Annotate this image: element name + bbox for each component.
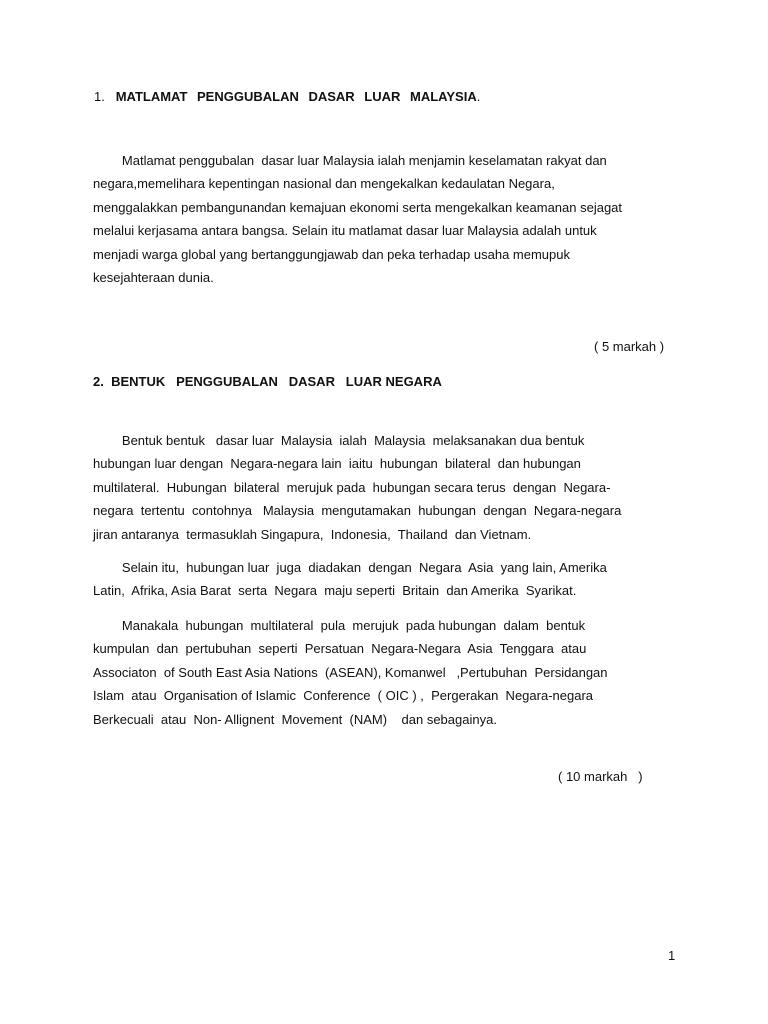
section-2-paragraph-3	[93, 614, 683, 731]
section-1-paragraph	[93, 149, 683, 289]
paragraph-line: menjadi warga global yang bertanggungjawab dan peka terhadap usaha memupuk	[93, 246, 571, 262]
section-2-heading	[93, 374, 442, 390]
paragraph-line: melalui kerjasama antara bangsa. Selain itu matlamat dasar luar Malaysia adalah untuk	[93, 223, 597, 239]
section-1-heading	[94, 89, 480, 105]
paragraph-line: Bentuk bentuk dasar luar Malaysia ialah Malaysia melaksanakan dua bentuk	[93, 433, 585, 448]
paragraph-line: jiran antaranya termasuklah Singapura, Indonesia, Thailand dan Vietnam.	[93, 526, 532, 542]
paragraph-line: menggalakkan pembangunandan kemajuan ekonomi serta mengekalkan keamanan sejagat	[93, 199, 623, 215]
paragraph-line: kumpulan dan pertubuhan seperti Persatuan Negara-Negara Asia Tenggara atau	[93, 641, 587, 657]
paragraph-line: Berkecuali atau Non- Allignent Movement (NAM) dan sebagainya.	[93, 711, 497, 727]
paragraph-line: Islam atau Organisation of Islamic Conference ( OIC ) , Pergerakan Negara-negara	[93, 688, 594, 704]
section-2-paragraph-1	[93, 429, 683, 546]
section-2-title: 2. BENTUK PENGGUBALAN DASAR LUAR NEGARA	[93, 374, 442, 389]
paragraph-line: Associaton of South East Asia Nations (ASEAN), Komanwel ,Pertubuhan Persidangan	[93, 664, 608, 680]
paragraph-line: negara tertentu contohnya Malaysia mengutamakan hubungan dengan Negara-negara	[93, 503, 622, 519]
section-1-title: MATLAMAT PENGGUBALAN DASAR LUAR MALAYSIA	[115, 89, 477, 104]
paragraph-line: Latin, Afrika, Asia Barat serta Negara maju seperti Britain dan Amerika Syarikat.	[93, 583, 577, 599]
paragraph-line: Selain itu, hubungan luar juga diadakan dengan Negara Asia yang lain, Amerika	[93, 560, 607, 575]
paragraph-line: Manakala hubungan multilateral pula merujuk pada hubungan dalam bentuk	[93, 618, 586, 633]
section-2-paragraph-2	[93, 556, 683, 603]
paragraph-line: multilateral. Hubungan bilateral merujuk pada hubungan secara terus dengan Negara-	[93, 479, 611, 495]
section-1-number: 1.	[94, 89, 105, 104]
section-1-title-end: .	[476, 89, 481, 104]
paragraph-line: kesejahteraan dunia.	[93, 270, 214, 286]
paragraph-line: negara,memelihara kepentingan nasional dan mengekalkan kedaulatan Negara,	[93, 176, 555, 192]
paragraph-line: Matlamat penggubalan dasar luar Malaysia ialah menjamin keselamatan rakyat dan	[93, 153, 607, 168]
section-1-marks: ( 5 markah )	[594, 339, 665, 354]
paragraph-line: hubungan luar dengan Negara-negara lain iaitu hubungan bilateral dan hubungan	[93, 456, 581, 472]
page-number: 1	[668, 948, 676, 963]
section-2-marks: ( 10 markah )	[558, 769, 643, 784]
